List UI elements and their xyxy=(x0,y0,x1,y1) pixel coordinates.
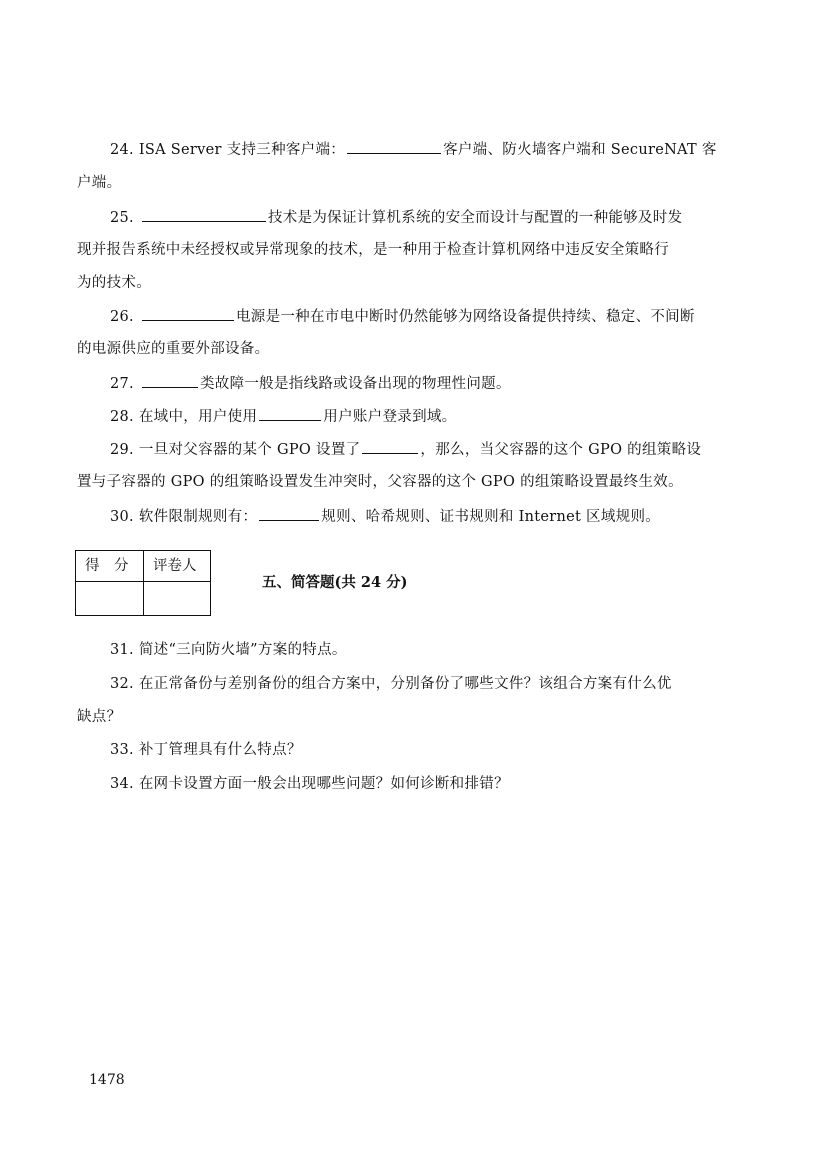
question-28-text-b: 用户账户登录到域。 xyxy=(323,409,457,425)
question-31-line-1: 31. 简述“三向防火墙”方案的特点。 xyxy=(110,642,347,658)
question-28-line-1 xyxy=(110,406,456,427)
question-33-line-1: 33. 补丁管理具有什么特点？ xyxy=(110,742,302,758)
question-30-text-a: 30. 软件限制规则有： xyxy=(110,509,258,525)
question-26-line-1 xyxy=(110,306,695,327)
question-29-line-2: 置与子容器的 GPO 的组策略设置发生冲突时，父容器的这个 GPO 的组策略设置最终生效。 xyxy=(77,474,683,490)
question-26-line-2: 的电源供应的重要外部设备。 xyxy=(77,341,270,357)
question-25-line-1 xyxy=(110,207,682,228)
question-28-text-a: 28. 在域中，用户使用 xyxy=(110,409,258,425)
question-30-blank xyxy=(259,506,319,521)
page-number: 1478 xyxy=(89,1072,125,1088)
question-24-text-b: 客户端、防火墙客户端和 SecureNAT 客 xyxy=(443,142,717,158)
question-34-line-1: 34. 在网卡设置方面一般会出现哪些问题？如何诊断和排错？ xyxy=(110,776,509,792)
question-27-line-1 xyxy=(110,373,511,394)
question-26-number: 26. xyxy=(110,309,134,325)
score-table-divider-v xyxy=(143,551,144,615)
question-27-number: 27. xyxy=(110,376,134,392)
question-25-text-b: 技术是为保证计算机系统的安全而设计与配置的一种能够及时发 xyxy=(267,210,683,226)
question-25-line-2: 现并报告系统中未经授权或异常现象的技术，是一种用于检查计算机网络中违反安全策略行 xyxy=(77,242,669,258)
question-25-blank xyxy=(142,207,266,222)
score-label: 得 分 xyxy=(85,558,129,574)
question-29-text-a: 29. 一旦对父容器的某个 GPO 设置了 xyxy=(110,442,361,458)
question-32-line-1: 32. 在正常备份与差别备份的组合方案中，分别备份了哪些文件？该组合方案有什么优 xyxy=(110,676,672,692)
question-29-blank xyxy=(362,439,418,454)
question-25-number: 25. xyxy=(110,210,134,226)
question-24-blank xyxy=(347,139,441,154)
question-29-text-b: ，那么，当父容器的这个 GPO 的组策略设 xyxy=(420,442,702,458)
question-26-text-b: 电源是一种在市电中断时仍然能够为网络设备提供持续、稳定、不间断 xyxy=(235,309,695,325)
section-5-heading: 五、简答题(共 24 分) xyxy=(262,574,408,591)
question-30-text-b: 规则、哈希规则、证书规则和 Internet 区域规则。 xyxy=(321,509,661,525)
question-26-blank xyxy=(142,306,234,321)
grader-label: 评卷人 xyxy=(153,558,197,574)
score-table xyxy=(75,550,211,616)
question-27-text-b: 类故障一般是指线路或设备出现的物理性问题。 xyxy=(199,376,511,392)
question-24-text-a: 24. ISA Server 支持三种客户端： xyxy=(110,142,346,158)
question-24-line-2: 户端。 xyxy=(77,175,122,191)
question-25-line-3: 为的技术。 xyxy=(77,275,151,291)
question-24-line-1 xyxy=(110,139,717,160)
question-27-blank xyxy=(142,373,198,388)
question-30-line-1 xyxy=(110,506,660,527)
question-29-line-1 xyxy=(110,439,701,460)
question-32-line-2: 缺点？ xyxy=(77,709,122,725)
question-28-blank xyxy=(259,406,321,421)
